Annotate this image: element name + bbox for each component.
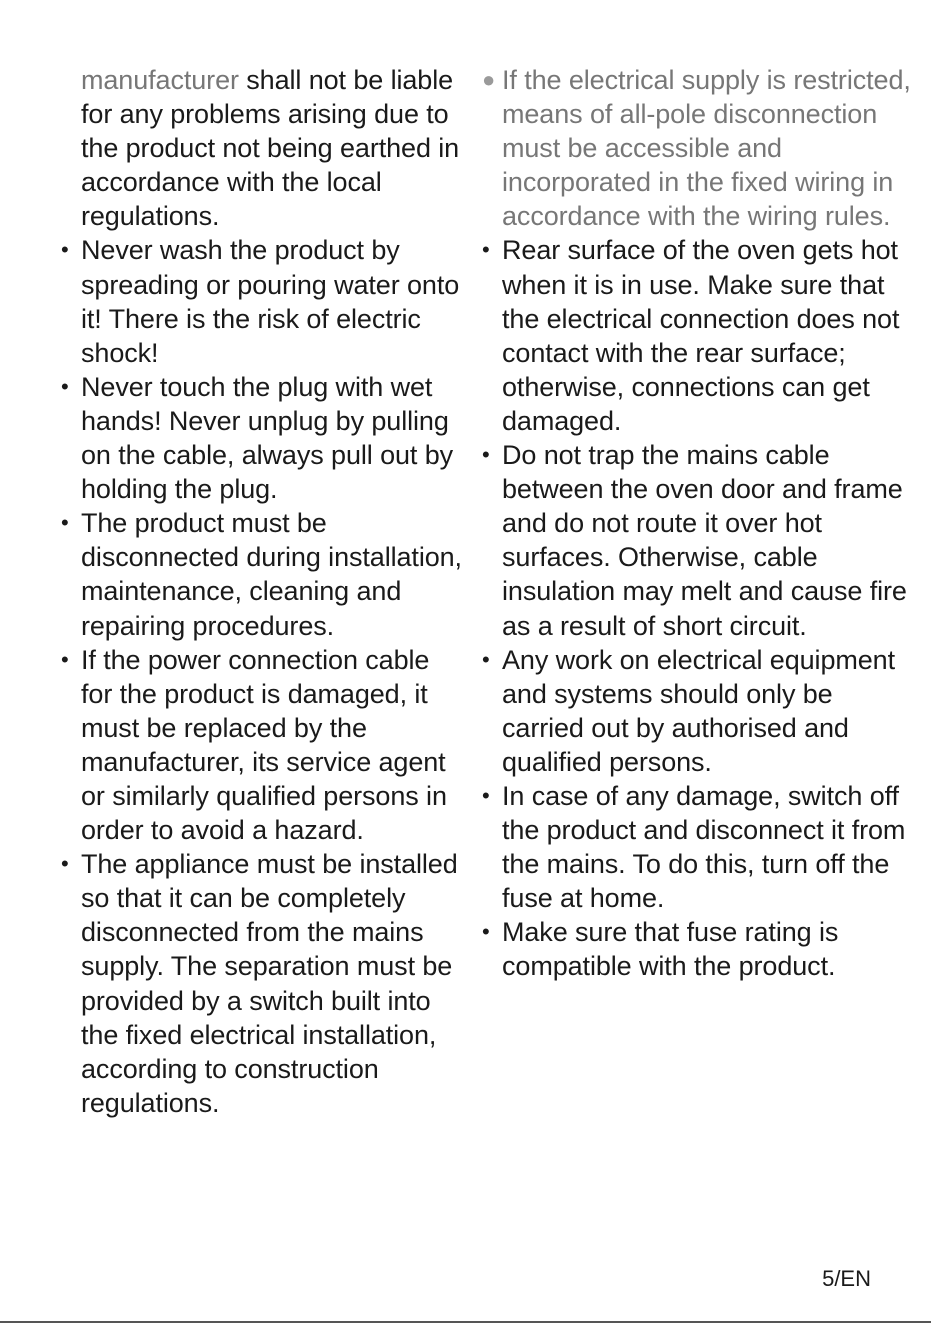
- list-item-text: The product must be disconnected during installation, maintenance, cleaning and repairing procedures.: [81, 508, 462, 641]
- list-item-text: Do not trap the mains cable between the oven door and frame and do not route it over hot surfaces. Otherwise, cable insulation may melt and cause fire as a result of short circuit.: [502, 440, 907, 641]
- bullet-icon: •: [61, 851, 69, 877]
- continuation-faded-text: manufacturer: [81, 65, 239, 95]
- list-item-text: Never touch the plug with wet hands! Never unplug by pulling on the cable, always pull out by holding the plug.: [81, 371, 454, 505]
- bullet-icon: •: [61, 646, 69, 672]
- list-item: [61, 847, 466, 1120]
- list-item-text: Rear surface of the oven gets hot when it is in use. Make sure that the electrical connection does not contact with the rear surface; otherwise, connections can get damaged.: [502, 235, 900, 436]
- bullet-icon: •: [482, 646, 490, 672]
- bullet-icon: •: [61, 373, 69, 399]
- bullet-icon: •: [482, 919, 490, 945]
- list-item: [482, 643, 912, 779]
- list-item-text: Any work on electrical equipment and systems should only be carried out by authorised and qualified persons.: [502, 644, 895, 777]
- list-item-text: The appliance must be installed so that it can be completely disconnected from the mains supply. The separation must be provided by a switch built into the fixed electrical installation, according to construction regulations.: [81, 849, 458, 1118]
- list-item: [61, 506, 466, 642]
- list-item: [482, 915, 912, 983]
- bullet-icon: •: [482, 442, 490, 468]
- bullet-icon: •: [61, 510, 69, 536]
- list-item-text: Never wash the product by spreading or pouring water onto it! There is the risk of electric shock!: [81, 235, 460, 368]
- list-item: [61, 370, 466, 506]
- bullet-icon: ●: [482, 67, 496, 92]
- list-item: [482, 233, 912, 438]
- bullet-icon: •: [482, 782, 490, 808]
- continuation-text: shall not be liable for any problems arising due to the product not being earthed in accordance with the local regulations.: [81, 65, 460, 232]
- continuation-paragraph: [81, 63, 466, 233]
- left-column: [61, 63, 466, 1120]
- list-item: [482, 438, 912, 643]
- list-item: [61, 643, 466, 848]
- list-item-text: If the electrical supply is restricted, means of all-pole disconnection must be accessible and incorporated in the fixed wiring in accordance with the wiring rules.: [502, 65, 911, 232]
- list-item-text: If the power connection cable for the product is damaged, it must be replaced by the manufacturer, its service agent or similarly qualified persons in order to avoid a hazard.: [81, 644, 447, 846]
- page-number: 5/EN: [822, 1266, 871, 1291]
- list-item-text: Make sure that fuse rating is compatible with the product.: [502, 917, 839, 982]
- bullet-icon: •: [482, 237, 490, 263]
- list-item: [482, 779, 912, 915]
- list-item-faded: [482, 63, 912, 233]
- bullet-icon: •: [61, 237, 69, 263]
- right-column: [482, 63, 912, 984]
- list-item: [61, 233, 466, 369]
- list-item-text: In case of any damage, switch off the product and disconnect it from the mains. To do this, turn off the fuse at home.: [502, 780, 906, 914]
- bottom-rule-divider: [0, 1321, 931, 1323]
